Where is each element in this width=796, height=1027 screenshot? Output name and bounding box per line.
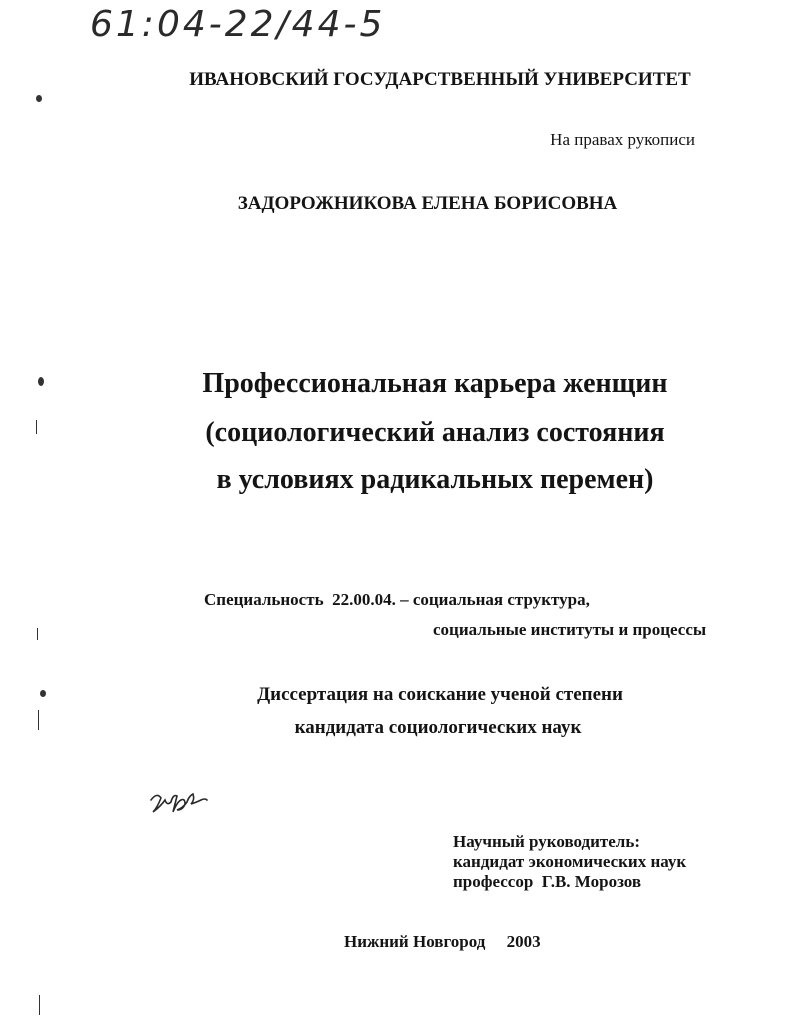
university-name: ИВАНОВСКИЙ ГОСУДАРСТВЕННЫЙ УНИВЕРСИТЕТ	[189, 69, 691, 90]
specialty-line-2: социальные институты и процессы	[433, 620, 707, 639]
manuscript-rights-note: На правах рукописи	[550, 130, 695, 149]
title-line-2: (социологический анализ состояния	[205, 417, 665, 448]
supervisor-name: профессор Г.В. Морозов	[453, 872, 642, 891]
scan-mark	[38, 377, 44, 386]
author-name: ЗАДОРОЖНИКОВА ЕЛЕНА БОРИСОВНА	[237, 193, 618, 214]
supervisor-degree: кандидат экономических наук	[453, 852, 687, 871]
scan-mark	[40, 690, 46, 697]
specialty-line-1: Специальность 22.00.04. – социальная структура,	[204, 590, 590, 609]
handwritten-signature	[145, 780, 225, 830]
title-line-3: в условиях радикальных перемен)	[216, 464, 654, 495]
scan-mark	[36, 95, 42, 102]
title-line-1: Профессиональная карьера женщин	[202, 368, 668, 399]
city-and-year: Нижний Новгород 2003	[344, 932, 541, 951]
scan-edge-line	[39, 995, 40, 1015]
scan-edge-line	[37, 628, 38, 640]
scan-edge-line	[38, 710, 39, 730]
scan-edge-line	[36, 420, 37, 434]
dissertation-line-2: кандидата социологических наук	[294, 717, 582, 738]
dissertation-line-1: Диссертация на соискание ученой степени	[257, 684, 623, 705]
supervisor-label: Научный руководитель:	[453, 832, 640, 851]
handwritten-catalog-number: 61:04-22/44-5	[90, 4, 386, 45]
